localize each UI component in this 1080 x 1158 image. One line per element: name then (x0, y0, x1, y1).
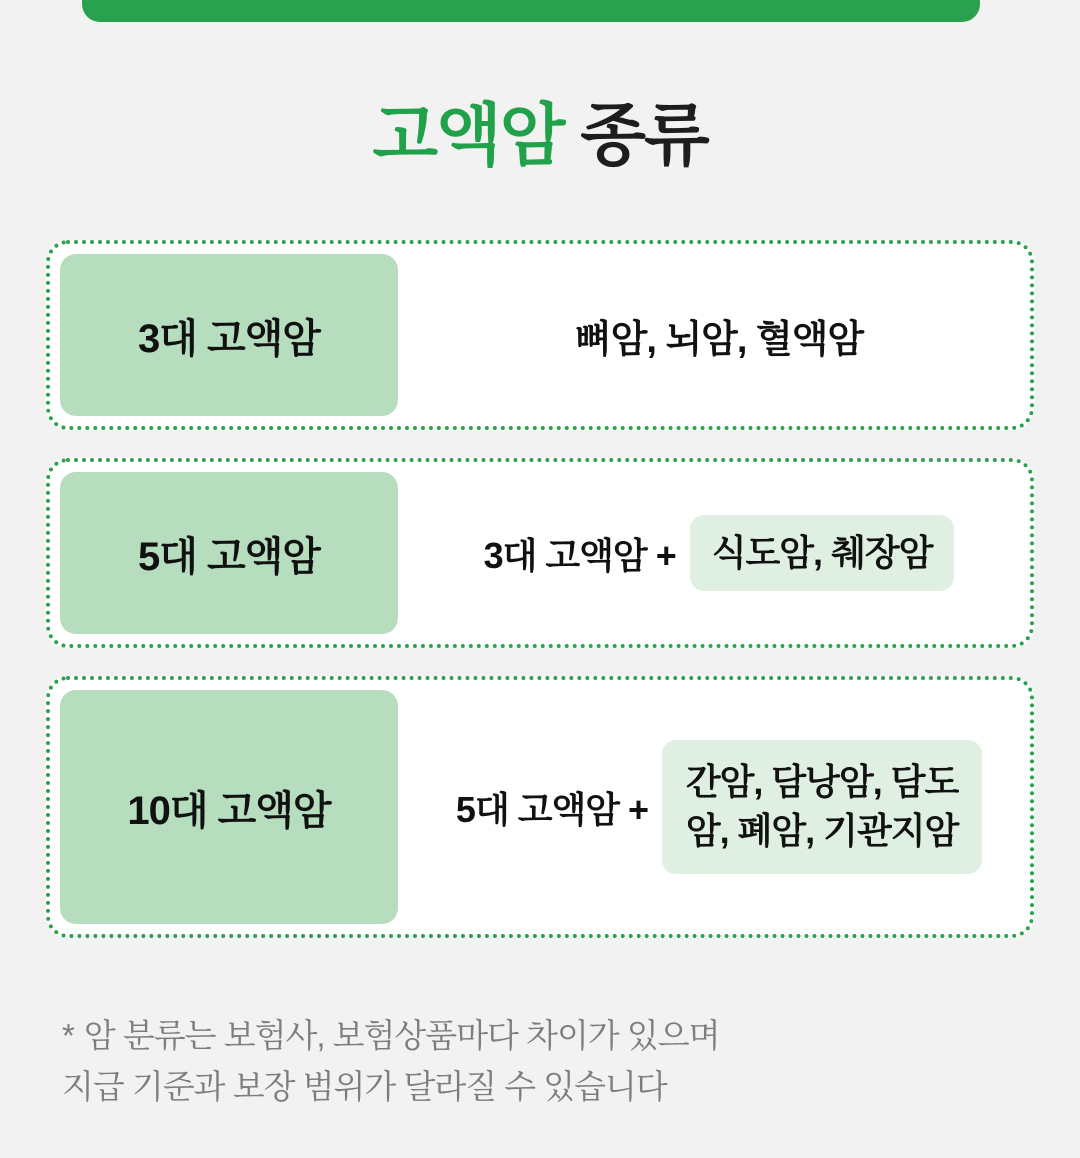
table-row (46, 676, 1034, 938)
footnote-line-2: 지급 기준과 보장 범위가 달라질 수 있습니다 (62, 1068, 667, 1106)
row-base-text: 3대 고액암 + (483, 534, 676, 576)
row-content (408, 462, 1030, 644)
row-content (408, 680, 1030, 934)
table-row (46, 240, 1034, 430)
row-value-plain: 뼈암, 뇌암, 혈액암 (574, 318, 864, 361)
row-chip: 간암, 담낭암, 담도암, 폐암, 기관지암 (662, 740, 982, 873)
cancer-tier-table (46, 240, 1034, 966)
footnote-line-1: 암 분류는 보험사, 보험상품마다 차이가 있으며 (83, 1017, 720, 1054)
top-green-bar (82, 0, 980, 22)
row-label: 5대 고액암 (60, 472, 398, 634)
page-title-rest: 종류 (563, 98, 708, 174)
footnote (62, 1010, 1022, 1112)
footnote-star: * (62, 1017, 74, 1054)
row-content (408, 244, 1030, 426)
page-title-highlight: 고액암 (372, 98, 564, 174)
row-label: 3대 고액암 (60, 254, 398, 416)
row-base-text: 5대 고액암 + (455, 788, 649, 830)
page-title (0, 82, 1080, 179)
row-label: 10대 고액암 (60, 690, 398, 924)
table-row (46, 458, 1034, 648)
row-chip: 식도암, 췌장암 (690, 515, 955, 592)
